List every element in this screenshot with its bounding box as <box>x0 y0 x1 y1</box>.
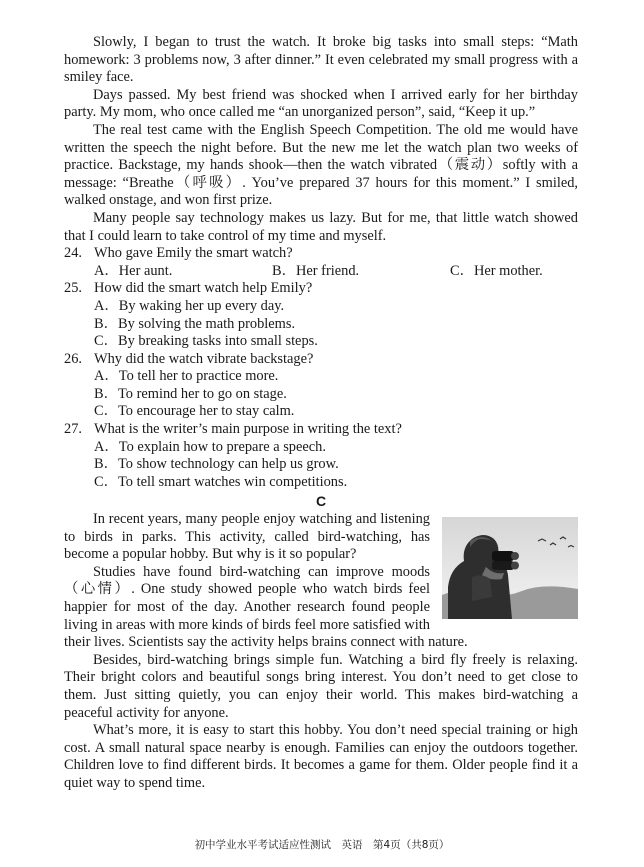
option-b[interactable]: B．Her friend. <box>272 262 360 279</box>
passage-paragraph: Slowly, I began to trust the watch. It broke big tasks into small steps: “Math homework: 3 problems now, 3 after dinner.” It even celebrated my small progress with a smiley face. <box>64 34 578 86</box>
page-content <box>64 34 578 793</box>
question-25 <box>64 280 578 350</box>
question-number: 27. <box>64 421 82 438</box>
passage-paragraph: Many people say technology makes us lazy. But for me, that little watch showed that I could learn to take control of my time and myself. <box>64 209 578 244</box>
person-with-binoculars-photo <box>442 517 578 619</box>
question-text: Who gave Emily the smart watch? <box>94 245 293 262</box>
option-c[interactable]: C．By breaking tasks into small steps. <box>94 333 318 350</box>
option-a[interactable]: A．Her aunt. <box>94 262 173 279</box>
option-a[interactable]: A．To tell her to practice more. <box>94 368 279 385</box>
question-number: 24. <box>64 245 82 262</box>
option-c[interactable]: C．To tell smart watches win competitions. <box>94 473 348 490</box>
question-27 <box>64 421 578 491</box>
question-24 <box>64 245 578 280</box>
passage-paragraph: In recent years, many people enjoy watching and listening to birds in parks. This activity, called bird-watching, has become a popular hobby. But why is it so popular? <box>64 511 430 563</box>
option-b[interactable]: B．By solving the math problems. <box>94 315 296 332</box>
section-heading: C <box>315 493 327 510</box>
passage-paragraph: Days passed. My best friend was shocked when I arrived early for her birthday party. My mom, who once called me “an unorganized person”, said, “Keep it up.” <box>64 86 578 121</box>
section-c-body <box>64 511 578 793</box>
question-26 <box>64 351 578 421</box>
option-c[interactable]: C．Her mother. <box>450 262 543 279</box>
option-a[interactable]: A．To explain how to prepare a speech. <box>94 438 326 455</box>
option-b[interactable]: B．To remind her to go on stage. <box>94 385 287 402</box>
option-b[interactable]: B．To show technology can help us grow. <box>94 456 339 473</box>
passage-paragraph: The real test came with the English Speech Competition. The old me would have written the speech the night before. But the new me let the watch plan two weeks of practice. Backstage, my hands shook—then the watch vibrated（震动）softly with a message: “Breathe（呼吸）. You’ve prepared 37 hours for this moment.” I smiled, walked onstage, and won first prize. <box>64 121 578 209</box>
question-text: Why did the watch vibrate backstage? <box>94 350 314 367</box>
option-c[interactable]: C．To encourage her to stay calm. <box>94 403 295 420</box>
question-number: 25. <box>64 280 82 297</box>
question-text: What is the writer’s main purpose in writing the text? <box>94 421 402 438</box>
passage-paragraph: Besides, bird-watching brings simple fun. Watching a bird fly freely is relaxing. Their bright colors and beautiful songs bring interest. You don’t need to get close to them. Just sitting quietly, you can enjoy their world. This makes bird-watching a peaceful activity for anyone. <box>64 651 578 721</box>
question-number: 26. <box>64 350 82 367</box>
passage-paragraph: Studies have found bird-watching can improve moods（心情）. One study showed people who watch birds feel happier for most of the day. Another research found people living in areas with more kinds of birds feel more satisfied with their lives. Scientists say the activity helps brains connect with nature. <box>64 563 468 651</box>
option-a[interactable]: A．By waking her up every day. <box>94 297 285 314</box>
page-footer: 初中学业水平考试适应性测试 英语 第4页（共8页） <box>194 839 450 851</box>
passage-paragraph: What’s more, it is easy to start this hobby. You don’t need special training or high cost. A small natural space nearby is enough. Families can enjoy the outdoors together. Children love to find different birds. It becomes a game for them. Older people find it a quiet way to spend time. <box>64 722 578 791</box>
question-text: How did the smart watch help Emily? <box>94 280 313 297</box>
